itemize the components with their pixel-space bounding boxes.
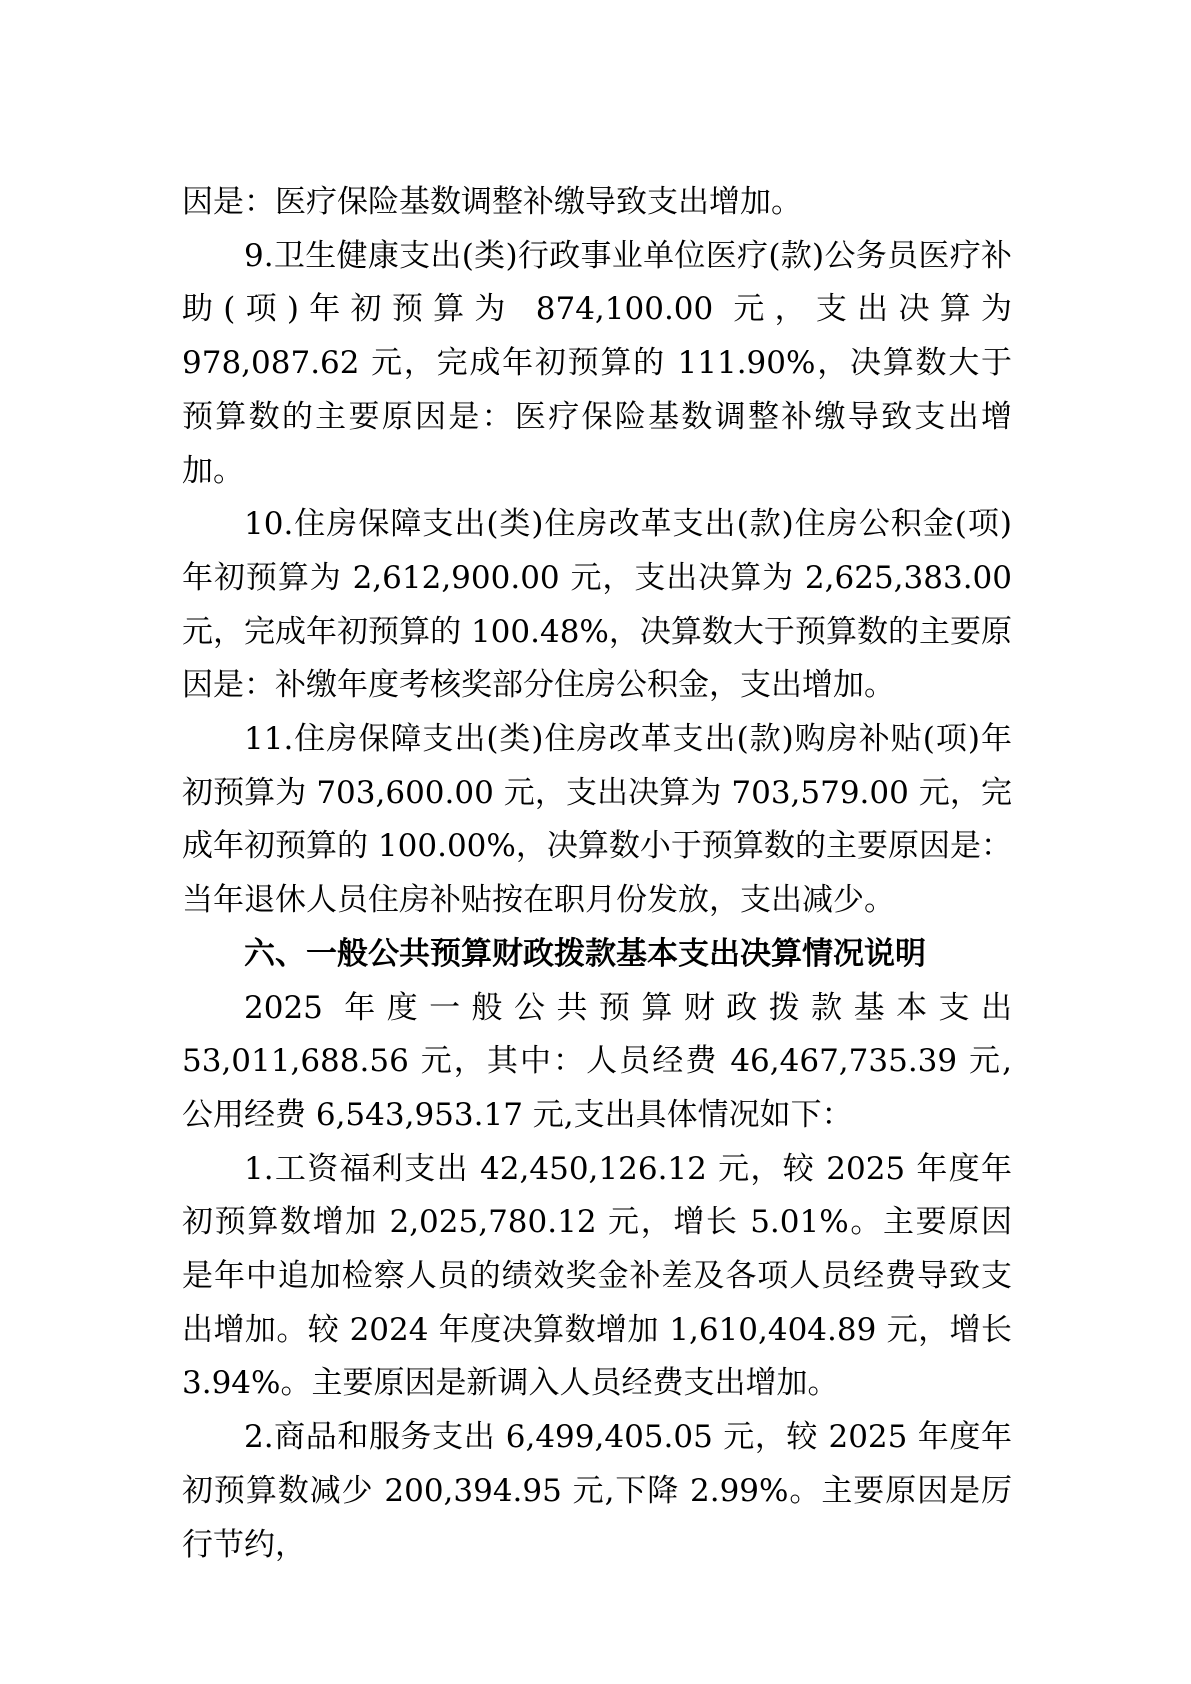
paragraph-summary: 2025 年度一般公共预算财政拨款基本支出 53,011,688.56 元，其中：人员经费 46,467,735.39 元,公用经费 6,543,953.17 元,支出具体情况如下： [182, 989, 1012, 1133]
paragraph-item-11: 11.住房保障支出(类)住房改革支出(款)购房补贴(项)年初预算为 703,600.00 元，支出决算为 703,579.00 元，完成年初预算的 100.00%，决算数小于预算数的主要原因是：当年退休人员住房补贴按在职月份发放，支出减少。 [182, 721, 1012, 919]
paragraph-item-9: 9.卫生健康支出(类)行政事业单位医疗(款)公务员医疗补助(项)年初预算为 874,100.00 元，支出决算为 978,087.62 元，完成年初预算的 111.90%，决算数大于预算数的主要原因是：医疗保险基数调整补缴导致支出增加。 [182, 237, 1012, 489]
paragraph-wages: 1.工资福利支出 42,450,126.12 元，较 2025 年度年初预算数增加 2,025,780.12 元，增长 5.01%。主要原因是年中追加检察人员的绩效奖金补差及各项人员经费导致支出增加。较 2024 年度决算数增加 1,610,404.89 元，增长 3.94%。主要原因是新调入人员经费支出增加。 [182, 1150, 1012, 1402]
section-heading: 六、一般公共预算财政拨款基本支出决算情况说明 [244, 935, 926, 972]
document-body [182, 176, 1012, 1572]
paragraph-goods-services: 2.商品和服务支出 6,499,405.05 元，较 2025 年度年初预算数减少 200,394.95 元,下降 2.99%。主要原因是厉行节约， [182, 1419, 1012, 1563]
paragraph-continued: 因是：医疗保险基数调整补缴导致支出增加。 [182, 184, 802, 220]
paragraph-item-10: 10.住房保障支出(类)住房改革支出(款)住房公积金(项)年初预算为 2,612,900.00 元，支出决算为 2,625,383.00 元，完成年初预算的 100.48%，决算数大于预算数的主要原因是：补缴年度考核奖部分住房公积金，支出增加。 [182, 506, 1012, 704]
